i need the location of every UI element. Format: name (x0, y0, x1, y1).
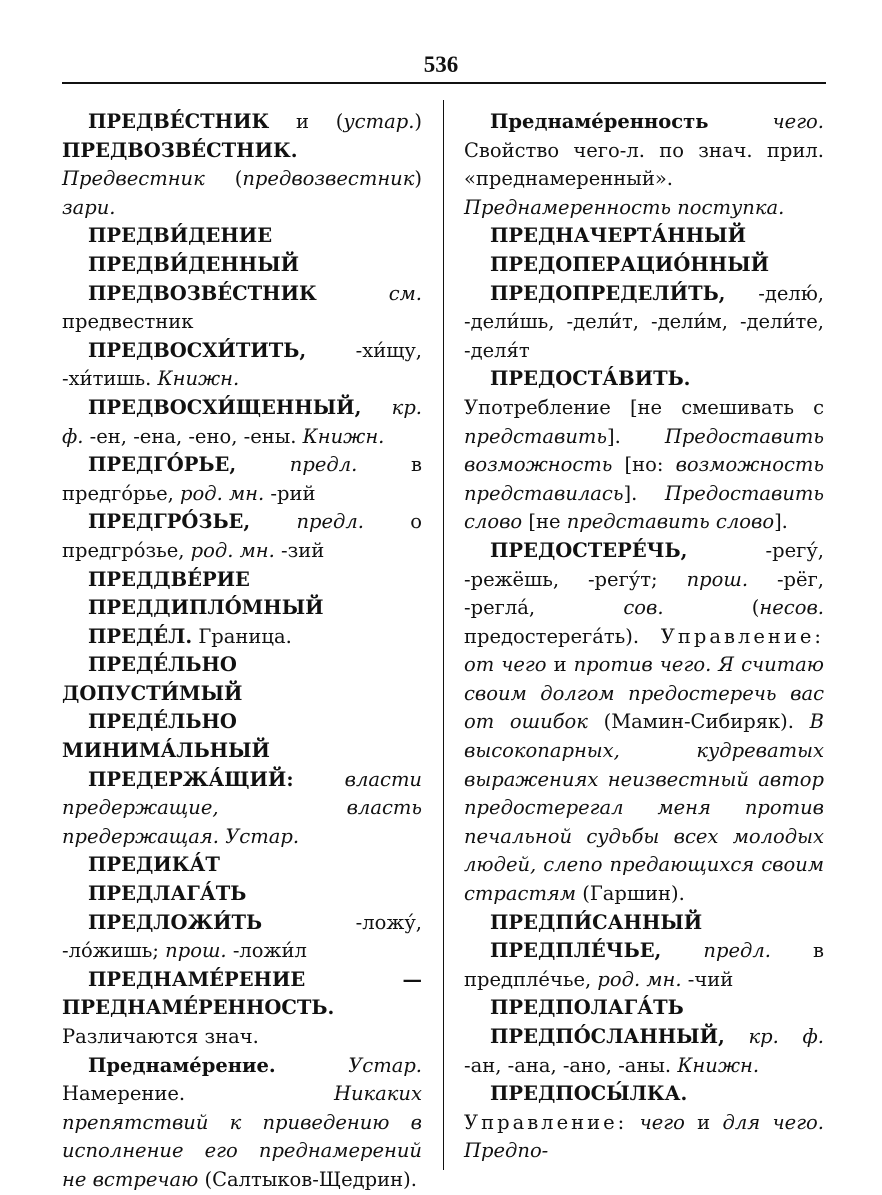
entry-text: Намерение. (62, 1082, 334, 1106)
entry-text (661, 939, 703, 962)
dictionary-entry (464, 909, 824, 938)
italic-text: предвозвестник (242, 167, 415, 191)
headword: ПРЕДВОСХИ́ЩЕННЫЙ, (88, 395, 362, 419)
italic-text: возможность представилась (464, 453, 824, 505)
entry-text: -делю́, -дели́шь, -дели́т, -дели́м, -дели́те, -деля́т (464, 281, 824, 362)
italic-text: предл. (296, 510, 365, 534)
entry-text: ) (414, 167, 422, 191)
entry-text: Употребление [не смешивать с (464, 395, 824, 419)
headword: ПРЕДДИПЛО́МНЫЙ (88, 596, 324, 620)
entry-text: предостерега́ть). (464, 624, 661, 648)
header-rule (62, 82, 826, 84)
italic-text: Предвестник (62, 167, 205, 191)
headword: ПРЕДОПЕРАЦИО́ННЫЙ (490, 252, 770, 276)
dictionary-entry (62, 623, 422, 652)
headword: ПРЕДВОСХИ́ТИТЬ, (88, 338, 307, 362)
headword: ПРЕДВИ́ДЕННЫЙ (88, 252, 300, 276)
italic-text: власти предержащие, власть предержащая. Устар. (62, 767, 422, 848)
dictionary-entry (62, 708, 422, 765)
italic-text: предл. (703, 939, 771, 963)
entry-text: -ен, -ена, -ено, -ены. (83, 424, 303, 448)
headword: ПРЕДЕ́ЛЬНО МИНИМА́ЛЬНЫЙ (62, 710, 270, 763)
headword: ПРЕДЕ́Л. (88, 624, 193, 648)
headword: Преднаме́ренность (490, 110, 709, 133)
headword: ПРЕДИКА́Т (88, 853, 220, 877)
entry-text: [но: (612, 453, 676, 477)
italic-text: В высокопарных, кудреватых выражениях неизвестный автор предостерегал меня против печальной судьбы всех молодых людей, слепо предающихся своим страстям (464, 710, 824, 906)
headword: ПРЕДДВЕ́РИЕ (88, 567, 250, 591)
italic-text: Никаких препятствий к приведению в исполнение его преднамерений не встречаю (62, 1082, 422, 1191)
italic-text: Предоставить слово (464, 481, 824, 534)
entry-text: -зий (274, 538, 325, 562)
headword: ПРЕДВЕ́СТНИК (88, 110, 270, 133)
spaced-text: Управление: (464, 1110, 628, 1134)
dictionary-entry (62, 508, 422, 565)
headword: ПРЕДОСТЕРЕ́ЧЬ, (490, 538, 688, 562)
dictionary-entry (62, 251, 422, 280)
dictionary-entry (464, 1023, 824, 1080)
entry-text: (Салтыков-Щедрин). (198, 1167, 417, 1191)
entry-text: Граница. (192, 624, 292, 648)
italic-text: Книжн. (302, 424, 385, 448)
entry-text: и (684, 1110, 723, 1134)
entry-text: ]. (623, 481, 665, 505)
entry-text (627, 1111, 639, 1134)
entry-text: ( (663, 596, 760, 620)
italic-text: Преднамеренность поступка. (464, 195, 785, 219)
entry-text (236, 453, 290, 476)
italic-text: род. мн. (180, 481, 265, 505)
entry-text (276, 1054, 349, 1077)
entry-text (725, 1025, 749, 1048)
headword: ПРЕДПИ́САННЫЙ (490, 910, 703, 934)
italic-text: против чего. Я считаю своим долгом предостеречь вас от ошибок (464, 653, 824, 734)
entry-text: -ложи́л (226, 939, 307, 963)
italic-text: прош. (686, 567, 749, 591)
entry-text: [не (522, 510, 567, 534)
entry-text: (Гаршин). (576, 882, 685, 906)
italic-text: Устар. (348, 1053, 422, 1077)
dictionary-entry (62, 909, 422, 966)
entry-text: -ан, -ана, -ано, -аны. (464, 1053, 678, 1077)
entry-text: предвестник (62, 310, 194, 334)
headword: ПРЕДОСТА́ВИТЬ. (490, 367, 691, 391)
dictionary-entry (464, 108, 824, 222)
headword: ПРЕДНАМЕ́РЕНИЕ — ПРЕДНАМЕ́РЕННОСТЬ. (62, 967, 422, 1020)
italic-text: Книжн. (157, 367, 240, 391)
dictionary-entry (62, 766, 422, 852)
dictionary-entry (62, 451, 422, 508)
entry-text: -рий (264, 481, 316, 505)
headword: ПРЕДЕ́ЛЬНО ДОПУСТИ́МЫЙ (62, 653, 243, 705)
right-column (464, 108, 824, 1166)
entry-text: -рёг, -регла́, (464, 567, 824, 620)
italic-text: представить слово (566, 510, 775, 534)
headword: ПРЕДПОСЫ́ЛКА. (490, 1082, 688, 1106)
entry-text: в предго́рье, (62, 453, 422, 505)
entry-text: в предпле́чье, (464, 939, 824, 991)
italic-text: чего (639, 1110, 685, 1134)
entry-text: ) (414, 110, 422, 133)
entry-text: ]. (607, 424, 665, 448)
italic-text: прош. (165, 939, 227, 963)
headword: Преднаме́рение. (88, 1053, 276, 1077)
column-divider (443, 100, 444, 1170)
italic-text: чего. (772, 110, 824, 133)
headword: ПРЕДНАЧЕРТА́ННЫЙ (490, 224, 747, 248)
entry-text: -чий (681, 967, 734, 991)
entry-text: ( (204, 167, 243, 191)
entry-text: -ложу́, -ло́жишь; (62, 910, 422, 963)
entry-text: -регу́, -режёшь, -регу́т; (464, 538, 824, 591)
entry-text: о предгро́зье, (62, 510, 422, 562)
headword: ПРЕДГРО́ЗЬЕ, (88, 510, 251, 534)
dictionary-entry (62, 566, 422, 595)
headword: ПРЕДЕРЖА́ЩИЙ: (88, 767, 294, 791)
entry-text: Свойство чего-л. по знач. прил. «преднамеренный». (464, 138, 824, 191)
dictionary-entry (464, 251, 824, 280)
headword: ПРЕДПО́СЛАННЫЙ, (490, 1025, 725, 1048)
italic-text: кр. ф. (748, 1025, 824, 1048)
page-number: 536 (423, 52, 459, 77)
dictionary-entry (62, 280, 422, 337)
headword: ПРЕДЛОЖИ́ТЬ (88, 910, 263, 934)
dictionary-entry (464, 280, 824, 366)
entry-text (361, 396, 391, 419)
dictionary-entry (464, 937, 824, 994)
entry-text: ]. (774, 510, 788, 534)
italic-text: см. (388, 281, 422, 305)
dictionary-entry (62, 394, 422, 451)
italic-text: сов. (623, 596, 664, 620)
left-column (62, 108, 422, 1195)
dictionary-entry (62, 851, 422, 880)
spaced-text: Управление: (660, 624, 824, 648)
italic-text: от чего (464, 653, 547, 677)
italic-text: род. мн. (190, 538, 275, 562)
italic-text: для чего. Предпо- (464, 1110, 824, 1163)
dictionary-entry (62, 222, 422, 251)
entry-text: и (546, 653, 574, 677)
entry-text (709, 110, 773, 133)
entry-text (317, 282, 389, 305)
dictionary-entry (464, 365, 824, 537)
dictionary-entry (62, 880, 422, 909)
dictionary-entry (62, 337, 422, 394)
italic-text: Предоставить возможность (464, 424, 824, 477)
dictionary-entry (62, 108, 422, 222)
dictionary-entry (464, 1080, 824, 1166)
italic-text: представить (464, 424, 607, 448)
dictionary-entry (464, 537, 824, 909)
dictionary-entry (464, 994, 824, 1023)
headword: ПРЕДПЛЕ́ЧЬЕ, (490, 939, 662, 963)
italic-text: устар. (343, 110, 415, 133)
headword: ПРЕДОПРЕДЕЛИ́ТЬ, (490, 281, 726, 305)
entry-text: (Мамин-Сибиряк). (587, 710, 810, 734)
dictionary-entry (62, 966, 422, 1052)
headword: ПРЕДВИ́ДЕНИЕ (88, 224, 273, 248)
dictionary-entry (62, 1052, 422, 1195)
headword: ПРЕДПОЛАГА́ТЬ (490, 996, 684, 1020)
italic-text: несов. (759, 596, 824, 620)
dictionary-entry (62, 594, 422, 623)
italic-text: предл. (289, 453, 358, 477)
entry-text: -хи́щу, -хи́тишь. (62, 338, 422, 391)
dictionary-entry (62, 651, 422, 708)
entry-text: и ( (269, 110, 344, 133)
entry-text (294, 768, 345, 791)
italic-text: род. мн. (597, 967, 682, 991)
headword: ПРЕДЛАГА́ТЬ (88, 882, 247, 906)
italic-text: зари. (62, 195, 116, 219)
headword: ПРЕДВОЗВЕ́СТНИК. (62, 138, 298, 162)
dictionary-entry (464, 222, 824, 251)
headword: ПРЕДВОЗВЕ́СТНИК (88, 281, 317, 305)
italic-text: кр. ф. (62, 395, 422, 448)
entry-text: Различаются знач. (62, 1025, 259, 1048)
headword: ПРЕДГО́РЬЕ, (88, 453, 237, 477)
italic-text: Книжн. (677, 1053, 760, 1077)
entry-text (250, 510, 296, 533)
